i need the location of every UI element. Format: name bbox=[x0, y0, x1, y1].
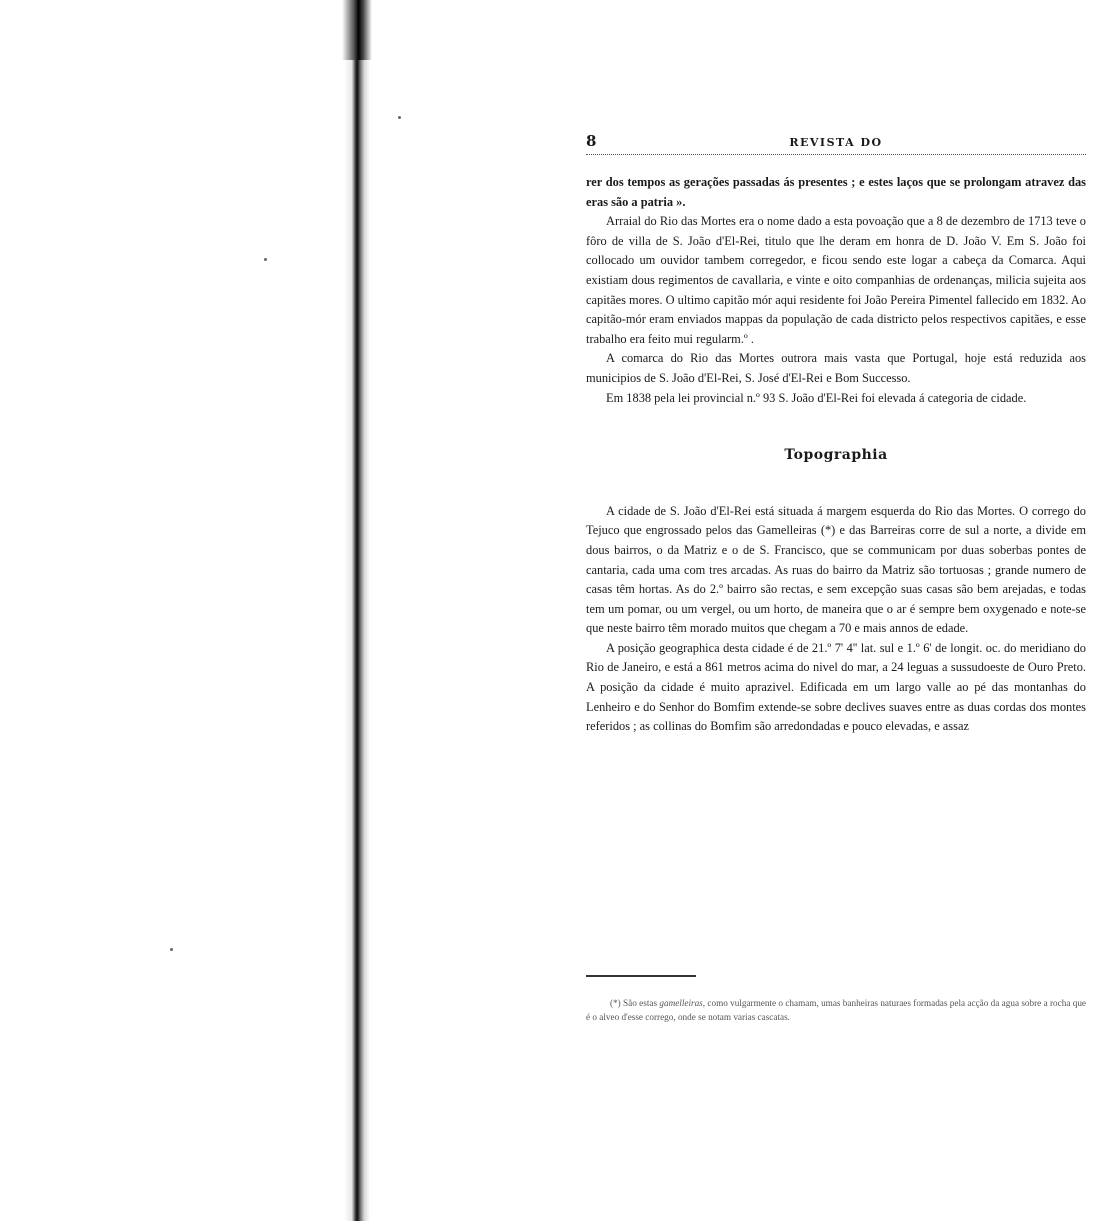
footnote-rest: , como vulgarmente o chamam, umas banheiras naturaes formadas pela acção da agua sobre a rocha que é o alveo d'esse corrego, onde se notam varias cascatas. bbox=[586, 998, 1087, 1022]
right-page bbox=[586, 132, 1086, 737]
paper-speck bbox=[398, 116, 401, 119]
footnote-prefix: (*) São estas bbox=[610, 998, 658, 1008]
footnote-rule bbox=[586, 975, 696, 977]
paragraph: Arraial do Rio das Mortes era o nome dado a esta povoação que a 8 de dezembro de 1713 teve o fôro de villa de S. João d'El-Rei, titulo que lhe deram em honra de D. João V. Em S. João foi collocado um ouvidor tambem corregedor, e ficou sendo este logar a cabeça da Comarca. Aqui existiam dous regimentos de cavallaria, e vinte e oito companhias de ordenanças, milicia sujeita aos capitães mores. O ultimo capitão mór aqui residente foi João Pereira Pimentel fallecido em 1832. Ao capitão-mór eram enviados mappas da população de cada districto pelos respectivos capitães, e esse trabalho era feito mui regularm.º . bbox=[586, 214, 1086, 346]
page-number: 8 bbox=[586, 132, 597, 150]
body-text bbox=[586, 173, 1086, 737]
book-gutter-shadow bbox=[344, 0, 370, 1221]
paragraph: A cidade de S. João d'El-Rei está situada á margem esquerda do Rio das Mortes. O corrego do Tejuco que engrossado pelos das Gamelleiras (*) e das Barreiras corre de sul a norte, a divide em dous bairros, o da Matriz e o de S. Francisco, que se communicam por duas soberbas pontes de cantaria, cada uma com tres arcadas. As ruas do bairro da Matriz são tortuosas ; grande numero de casas têm hortas. As do 2.º bairro são rectas, e sem excepção suas casas são bem arejadas, e todas tem um pomar, ou um vergel, ou um horto, de maneira que o ar é sempre bem oxygenado e note-se que neste bairro têm morado muitos que chegam a 70 e mais annos de edade. bbox=[586, 503, 1086, 636]
running-title: REVISTA DO bbox=[789, 136, 883, 149]
section-heading: Topographia bbox=[784, 447, 888, 464]
footnote bbox=[586, 996, 1086, 1024]
paragraph: A posição geographica desta cidade é de 21.º 7' 4'' lat. sul e 1.º 6' de longit. oc. do meridiano do Rio de Janeiro, e está a 861 metros acima do nivel do mar, a 24 leguas a sussudoeste de Ouro Preto. A posição da cidade é muito aprazivel. Edificada em um largo valle ao pé das montanhas do Lenheiro e do Senhor do Bomfim extende-se sobre declives suaves entre as duas cordas dos montes referidos ; as collinas do Bomfim são arredondadas e pouco elevadas, e assaz bbox=[586, 640, 1086, 734]
running-head bbox=[586, 132, 1086, 155]
footnote-italic: gamelleiras bbox=[659, 998, 703, 1008]
paragraph: A comarca do Rio das Mortes outrora mais vasta que Portugal, hoje está reduzida aos municipios de S. João d'El-Rei, S. José d'El-Rei e Bom Successo. bbox=[586, 351, 1086, 385]
paragraph: Em 1838 pela lei provincial n.º 93 S. João d'El-Rei foi elevada á categoria de cidade. bbox=[606, 390, 1027, 405]
paragraph: rer dos tempos as gerações passadas ás presentes ; e estes laços que se prolongam atravez das eras são a patria ». bbox=[586, 175, 1086, 209]
paper-speck bbox=[170, 948, 173, 951]
book-gutter-top-shadow bbox=[342, 0, 372, 60]
paper-speck bbox=[264, 258, 267, 261]
left-blank-page bbox=[0, 0, 352, 1221]
